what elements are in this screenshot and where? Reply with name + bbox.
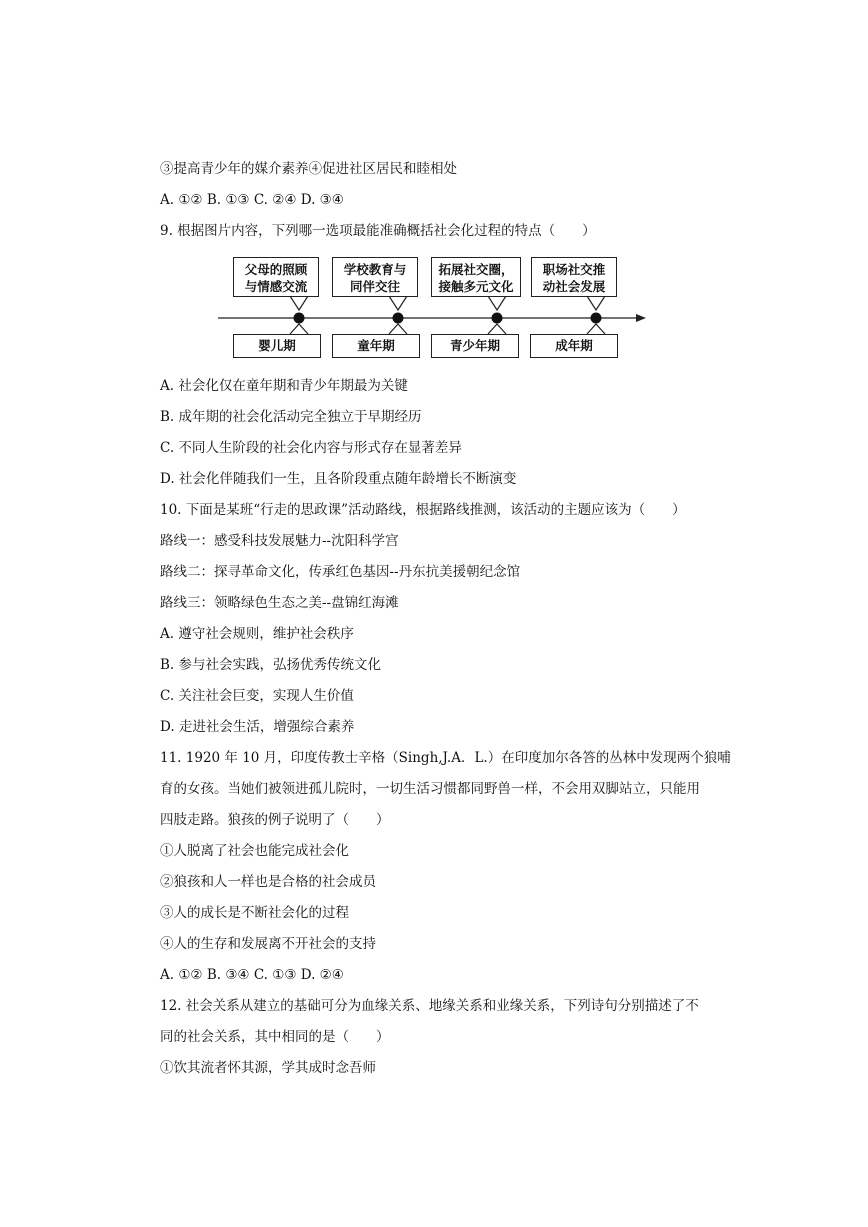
box-text: 职场社交推 bbox=[542, 262, 606, 277]
box-text: 拓展社交圈， bbox=[438, 262, 514, 277]
question-9-option-c: C. 不同人生阶段的社会化内容与形式存在显著差异 bbox=[160, 440, 462, 456]
question-10-option-a: A. 遵守社会规则，维护社会秩序 bbox=[160, 626, 354, 642]
question-11-statement-4: ④人的生存和发展离不开社会的支持 bbox=[160, 936, 376, 952]
question-10-option-b: B. 参与社会实践，弘扬优秀传统文化 bbox=[160, 657, 382, 673]
stage-label-adulthood: 成年期 bbox=[530, 334, 618, 358]
timeline-box-adolescence bbox=[431, 257, 521, 297]
text-line: ③提高青少年的媒介素养④促进社区居民和睦相处 bbox=[160, 161, 457, 177]
stage-pointer-1 bbox=[290, 324, 308, 334]
callout-pointer-3 bbox=[488, 296, 506, 310]
box-text: 与情感交流 bbox=[244, 279, 308, 294]
timeline-dot-1 bbox=[294, 313, 305, 324]
timeline-arrow bbox=[636, 314, 646, 322]
box-text: 动社会发展 bbox=[542, 279, 606, 294]
stage-pointer-2 bbox=[389, 324, 407, 334]
stage-label-adolescence: 青少年期 bbox=[431, 334, 519, 358]
question-9-option-b: B. 成年期的社会化活动完全独立于早期经历 bbox=[160, 409, 422, 425]
stage-label-childhood: 童年期 bbox=[332, 334, 420, 358]
question-11-line-3: 四肢走路。狼孩的例子说明了（ ） bbox=[160, 812, 390, 828]
question-10: 10. 下面是某班“行走的思政课”活动路线，根据路线推测，该活动的主题应该为（ ） bbox=[160, 502, 686, 518]
question-12-line-2: 同的社会关系，其中相同的是（ ） bbox=[160, 1029, 390, 1045]
question-11-answers: A. ①② B. ③④ C. ①③ D. ②④ bbox=[160, 967, 344, 983]
question-9: 9. 根据图片内容，下列哪一选项最能准确概括社会化过程的特点（ ） bbox=[160, 223, 596, 239]
timeline-dot-4 bbox=[591, 313, 602, 324]
socialization-timeline-diagram bbox=[210, 252, 660, 364]
question-12-statement-1: ①饮其流者怀其源，学其成时念吾师 bbox=[160, 1060, 376, 1076]
callout-pointer-1 bbox=[290, 296, 308, 310]
timeline-dot-2 bbox=[393, 313, 404, 324]
box-text: 接触多元文化 bbox=[438, 279, 514, 294]
stage-pointer-3 bbox=[488, 324, 506, 334]
route-2: 路线二：探寻革命文化，传承红色基因--丹东抗美援朝纪念馆 bbox=[160, 564, 521, 580]
answer-options: A. ①② B. ①③ C. ②④ D. ③④ bbox=[160, 192, 344, 208]
question-11-statement-3: ③人的成长是不断社会化的过程 bbox=[160, 905, 349, 921]
callout-pointer-2 bbox=[389, 296, 407, 310]
timeline-box-childhood bbox=[332, 257, 418, 297]
callout-pointer-4 bbox=[587, 296, 605, 310]
question-9-option-d: D. 社会化伴随我们一生，且各阶段重点随年龄增长不断演变 bbox=[160, 471, 517, 487]
question-11-statement-2: ②狼孩和人一样也是合格的社会成员 bbox=[160, 874, 376, 890]
box-text: 同伴交往 bbox=[349, 279, 400, 294]
question-9-option-a: A. 社会化仅在童年期和青少年期最为关键 bbox=[160, 378, 408, 394]
stage-label-infancy: 婴儿期 bbox=[233, 334, 321, 358]
box-text: 学校教育与 bbox=[343, 262, 407, 277]
question-12-line-1: 12. 社会关系从建立的基础可分为血缘关系、地缘关系和业缘关系，下列诗句分别描述了不 bbox=[160, 998, 699, 1014]
stage-pointer-4 bbox=[587, 324, 605, 334]
timeline-dot-3 bbox=[492, 313, 503, 324]
question-10-option-c: C. 关注社会巨变，实现人生价值 bbox=[160, 688, 354, 704]
question-11-line-2: 育的女孩。当她们被领进孤儿院时，一切生活习惯都同野兽一样，不会用双脚站立，只能用 bbox=[160, 781, 700, 797]
timeline-box-adulthood bbox=[531, 257, 617, 297]
question-11-statement-1: ①人脱离了社会也能完成社会化 bbox=[160, 843, 349, 859]
route-3: 路线三：领略绿色生态之美--盘锦红海滩 bbox=[160, 595, 399, 611]
route-1: 路线一：感受科技发展魅力--沈阳科学宫 bbox=[160, 533, 399, 549]
question-10-option-d: D. 走进社会生活，增强综合素养 bbox=[160, 719, 355, 735]
box-text: 父母的照顾 bbox=[244, 262, 308, 277]
timeline-box-infancy bbox=[233, 257, 319, 297]
question-11-line-1: 11. 1920 年 10 月，印度传教士辛格（Singh,J.A．L.）在印度加尔各答的丛林中发现两个狼哺 bbox=[160, 750, 731, 766]
